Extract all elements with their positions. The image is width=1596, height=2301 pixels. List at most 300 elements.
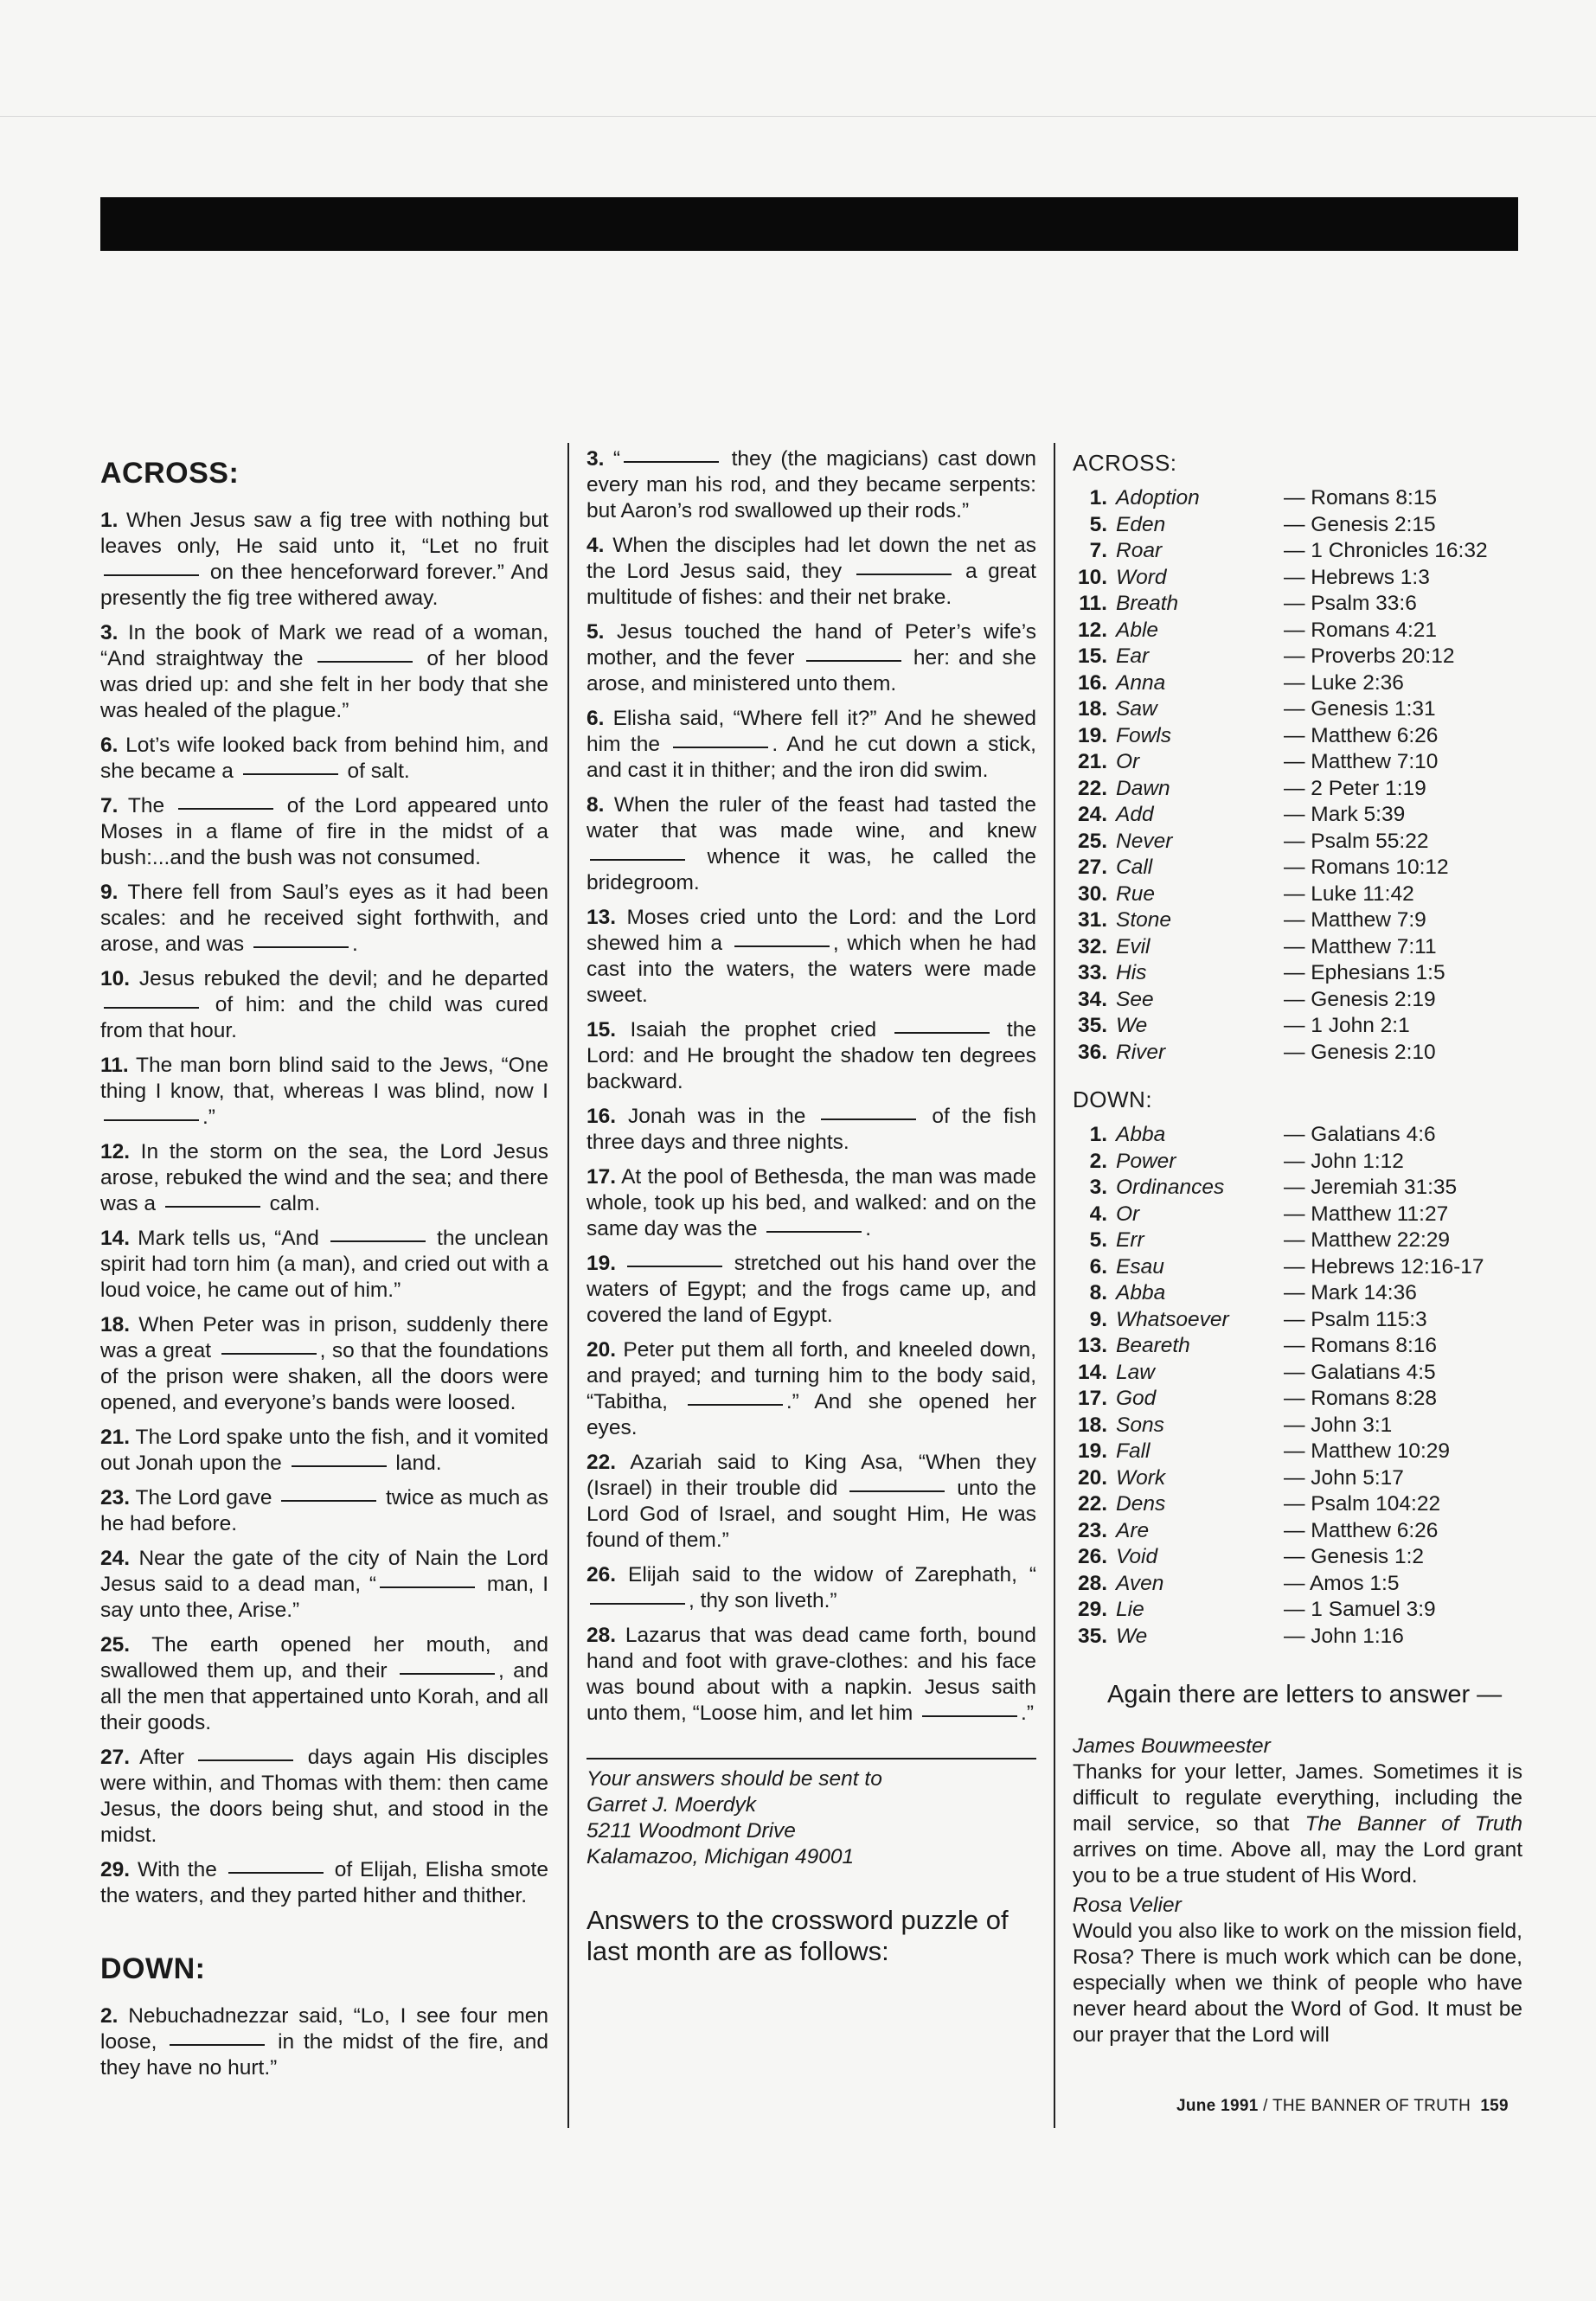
clue-number: 22.	[586, 1451, 617, 1474]
clue-text: land.	[389, 1452, 442, 1475]
answer-reference: — Matthew 22:29	[1284, 1228, 1451, 1252]
clue-item	[586, 706, 1036, 784]
answer-row	[1073, 1597, 1522, 1624]
answer-reference: — Genesis 1:31	[1284, 697, 1436, 721]
clue-text: The Lord spake unto the fish, and it vomited out Jonah upon the	[100, 1426, 548, 1475]
send-answers-intro: Your answers should be sent to	[586, 1767, 882, 1791]
clue-text: Isaiah the prophet cried	[630, 1018, 891, 1042]
answer-number: 21.	[1077, 750, 1107, 773]
answers-down-list	[1073, 1122, 1522, 1650]
clue-number: 23.	[100, 1486, 131, 1509]
answer-number: 29.	[1077, 1598, 1107, 1621]
answer-reference: — 1 Chronicles 16:32	[1284, 539, 1488, 562]
letter-recipient: Rosa Velier	[1073, 1894, 1182, 1917]
clue-item	[100, 793, 548, 871]
footer-separator: /	[1258, 2097, 1272, 2115]
answer-reference: — Psalm 55:22	[1284, 829, 1429, 853]
clue-item	[100, 966, 548, 1044]
answer-reference: — Jeremiah 31:35	[1284, 1176, 1458, 1199]
answer-row	[1073, 1202, 1522, 1228]
answer-reference: — John 5:17	[1284, 1465, 1404, 1490]
answer-number: 19.	[1077, 723, 1107, 747]
clue-text: Elijah said to the widow of Zarephath, “	[628, 1563, 1037, 1586]
answer-blank	[253, 946, 349, 948]
clue-text: Jonah was in the	[628, 1105, 818, 1128]
answer-row	[1073, 1386, 1522, 1413]
answer-row	[1073, 591, 1522, 618]
answer-blank	[894, 1032, 990, 1034]
clue-text: The Lord gave	[135, 1486, 279, 1509]
answer-word: Ordinances	[1116, 1176, 1225, 1199]
answer-blank	[766, 1231, 862, 1233]
answer-row	[1073, 670, 1522, 697]
clue-number: 25.	[100, 1633, 131, 1657]
answer-number: 6.	[1089, 1254, 1107, 1279]
footer-date: June 1991	[1176, 2097, 1259, 2115]
clue-text: of salt.	[341, 760, 410, 783]
clue-item	[100, 508, 548, 612]
answer-word: Stone	[1116, 908, 1172, 932]
answer-number: 18.	[1077, 1413, 1107, 1437]
clue-item	[586, 905, 1036, 1009]
answer-blank	[590, 859, 685, 861]
answer-word: Whatsoever	[1116, 1307, 1229, 1331]
answer-reference: — Mark 14:36	[1284, 1281, 1417, 1304]
clue-number: 27.	[100, 1746, 131, 1769]
clue-text: stretched out his hand over the waters of Egypt; and the frogs came up, and covered the land of Egypt.	[586, 1252, 1037, 1327]
answer-reference: — Mark 5:39	[1284, 803, 1406, 826]
clue-number: 21.	[100, 1426, 131, 1449]
clue-text: , which when he had cast into the waters, the waters were made sweet.	[586, 932, 1036, 1007]
letter-reply-text: The Banner of Truth	[1304, 1812, 1522, 1836]
answer-row	[1073, 1571, 1522, 1598]
answer-reference: — Psalm 33:6	[1284, 592, 1417, 615]
answer-reference: — Romans 8:15	[1284, 486, 1438, 510]
answer-reference: — John 1:12	[1284, 1149, 1404, 1173]
answer-row	[1073, 934, 1522, 961]
send-answers-street: 5211 Woodmont Drive	[586, 1819, 796, 1843]
letter-reply-text: Would you also like to work on the mission field, Rosa? There is much work which can be done, especially when we think of people who have never heard about the Word of God. It must be our prayer that the Lord will	[1073, 1920, 1522, 2047]
clue-text: Jesus rebuked the devil; and he departed	[138, 967, 549, 990]
answer-row	[1073, 565, 1522, 592]
clue-item	[586, 1017, 1036, 1095]
answers-across-heading: ACROSS:	[1073, 450, 1177, 476]
letters-list	[1073, 1734, 1522, 2048]
clue-item	[586, 1450, 1036, 1554]
answer-reference: — Hebrews 1:3	[1284, 565, 1430, 589]
answer-reference: — Genesis 2:19	[1284, 987, 1436, 1011]
answer-reference: — Galatians 4:6	[1284, 1123, 1436, 1146]
answer-reference: — John 1:16	[1284, 1624, 1404, 1648]
clue-text: .	[865, 1217, 872, 1240]
answer-number: 18.	[1077, 697, 1107, 721]
letter-reply-text: arrives on time. Above all, may the Lord grant you to be a true student of His Word.	[1073, 1838, 1522, 1888]
answer-word: Call	[1116, 856, 1153, 879]
answer-blank	[673, 747, 768, 748]
answer-number: 3.	[1089, 1176, 1107, 1199]
last-month-answers-intro: Answers to the crossword puzzle of last month are as follows:	[586, 1905, 1009, 1966]
answer-number: 25.	[1077, 829, 1107, 853]
answer-row	[1073, 987, 1522, 1014]
clue-item	[100, 1139, 548, 1217]
answer-reference: — Genesis 1:2	[1284, 1545, 1425, 1568]
answer-reference: — Psalm 104:22	[1284, 1492, 1441, 1516]
answer-reference: — Psalm 115:3	[1284, 1307, 1427, 1331]
clue-number: 2.	[100, 2004, 119, 2028]
answer-row	[1073, 802, 1522, 829]
answer-word: Sons	[1116, 1413, 1164, 1437]
send-answers-name: Garret J. Moerdyk	[586, 1793, 757, 1817]
clue-text: .	[351, 933, 358, 956]
answer-word: Work	[1116, 1465, 1166, 1490]
column-down-clues	[586, 446, 1036, 1967]
answer-word: Adoption	[1116, 486, 1200, 510]
answer-blank	[856, 574, 952, 575]
answer-number: 28.	[1077, 1571, 1107, 1595]
clue-item	[586, 1337, 1036, 1441]
answer-blank	[104, 1119, 199, 1121]
answer-row	[1073, 749, 1522, 776]
clue-text: in the midst of the fire, and they have no hurt.”	[100, 2030, 548, 2080]
answer-number: 36.	[1077, 1040, 1107, 1064]
answer-reference: — Matthew 6:26	[1284, 723, 1439, 747]
clue-text: the unclean spirit had torn him (a man), and cried out with a loud voice, he came out of him.”	[100, 1227, 548, 1302]
answer-word: We	[1116, 1014, 1148, 1037]
header-black-bar	[100, 197, 1518, 251]
clue-number: 5.	[586, 620, 605, 644]
clue-number: 19.	[586, 1252, 617, 1275]
clue-item	[100, 1425, 548, 1477]
answer-blank	[281, 1500, 376, 1502]
answer-blank	[178, 808, 273, 810]
answer-row	[1073, 1439, 1522, 1465]
column-divider-1	[567, 443, 569, 2128]
answer-word: Saw	[1116, 697, 1157, 721]
clue-number: 28.	[586, 1624, 617, 1647]
clue-text: of Elijah, Elisha smote the waters, and they parted hither and thither.	[100, 1858, 548, 1907]
answer-word: Power	[1116, 1149, 1176, 1173]
answer-row	[1073, 855, 1522, 881]
answer-blank	[104, 574, 199, 576]
answer-row	[1073, 644, 1522, 670]
clue-text: In the book of Mark we read of a woman, “And straightway the	[100, 621, 548, 670]
answer-row	[1073, 1280, 1522, 1307]
answer-word: River	[1116, 1040, 1166, 1064]
page-footer	[1176, 2097, 1509, 2116]
clue-text: Nebuchadnezzar said, “Lo, I see four men loose,	[100, 2004, 549, 2054]
page-top-edge	[0, 116, 1596, 117]
answer-number: 9.	[1089, 1307, 1107, 1331]
clue-text: they (the magicians) cast down every man his rod, and they became serpents: but Aaron’s rod swallowed up their rods.”	[586, 447, 1036, 522]
clue-item	[100, 1312, 548, 1416]
clue-item	[100, 2003, 548, 2081]
answer-blank	[198, 1759, 293, 1761]
clue-text: days again His disciples were within, and Thomas with them: then came Jesus, the doors being shut, and stood in the midst.	[100, 1746, 548, 1847]
answer-reference: — Matthew 7:9	[1284, 908, 1426, 932]
clue-item	[100, 1053, 548, 1131]
clue-item	[586, 446, 1036, 524]
answer-blank	[806, 660, 901, 662]
clue-item	[100, 1546, 548, 1624]
clue-text: of the fish three days and three nights.	[586, 1105, 1036, 1154]
answer-word: Evil	[1116, 934, 1151, 958]
clue-text: man, I say unto thee, Arise.”	[100, 1573, 548, 1622]
across-heading: ACROSS:	[100, 457, 240, 490]
clue-item	[586, 1562, 1036, 1614]
clue-number: 15.	[586, 1018, 617, 1042]
clue-text: In the storm on the sea, the Lord Jesus arose, rebuked the wind and the sea; and there was a	[100, 1140, 548, 1215]
clue-text: “	[612, 447, 621, 471]
answer-number: 12.	[1077, 618, 1107, 642]
clue-number: 6.	[100, 734, 119, 757]
answer-word: Eden	[1116, 512, 1166, 536]
answer-number: 20.	[1077, 1465, 1107, 1490]
clue-text: the Lord: and He brought the shadow ten degrees backward.	[586, 1018, 1036, 1093]
clue-text: The earth opened her mouth, and swallowed them up, and their	[100, 1633, 548, 1682]
answer-word: His	[1116, 961, 1147, 984]
answer-number: 5.	[1089, 1228, 1107, 1252]
answer-number: 4.	[1089, 1202, 1107, 1226]
answer-reference: — Matthew 7:11	[1284, 934, 1437, 958]
clue-text: .”	[1021, 1702, 1035, 1725]
clue-text: on thee henceforward forever.” And presently the fig tree withered away.	[100, 561, 548, 610]
answer-word: Add	[1116, 803, 1154, 826]
answer-reference: — Amos 1:5	[1284, 1571, 1400, 1595]
answer-word: Word	[1116, 565, 1167, 589]
clue-text: of the Lord appeared unto Moses in a flame of fire in the midst of a bush:...and the bush was not consumed.	[100, 794, 548, 869]
clue-text: a great multitude of fishes: and their net brake.	[586, 560, 1036, 609]
answer-blank	[165, 1206, 260, 1208]
answer-number: 26.	[1077, 1545, 1107, 1568]
clue-item	[586, 792, 1036, 896]
answer-word: Dawn	[1116, 776, 1170, 800]
clue-number: 7.	[100, 794, 119, 817]
clue-text: The man born blind said to the Jews, “One thing I know, that, whereas I was blind, now I	[100, 1054, 548, 1103]
answer-blank	[104, 1007, 199, 1009]
answer-blank	[400, 1673, 495, 1675]
clue-text: There fell from Saul’s eyes as it had been scales: and he received sight forthwith, and arose, and was	[100, 881, 548, 956]
answer-blank	[243, 773, 338, 775]
answer-row	[1073, 1413, 1522, 1439]
letters-heading: Again there are letters to answer —	[1107, 1681, 1503, 1708]
answer-word: Esau	[1116, 1254, 1164, 1279]
clue-number: 4.	[586, 534, 605, 557]
answer-reference: — Proverbs 20:12	[1284, 644, 1455, 668]
answer-blank	[688, 1404, 783, 1406]
answer-row	[1073, 1254, 1522, 1281]
clue-text: Near the gate of the city of Nain the Lord Jesus said to a dead man, “	[100, 1547, 549, 1596]
clue-item	[100, 1485, 548, 1537]
answer-blank	[821, 1118, 916, 1120]
answer-blank	[734, 945, 830, 947]
send-answers-city: Kalamazoo, Michigan 49001	[586, 1845, 855, 1868]
answer-number: 8.	[1089, 1281, 1107, 1304]
answer-number: 19.	[1077, 1439, 1107, 1463]
answer-number: 34.	[1077, 987, 1107, 1011]
answer-word: Fall	[1116, 1439, 1151, 1463]
column-answers-letters	[1073, 450, 1522, 2052]
clue-text: The	[127, 794, 175, 817]
answer-row	[1073, 1465, 1522, 1492]
footer-publication: THE BANNER OF TRUTH	[1272, 2097, 1471, 2115]
answer-number: 2.	[1089, 1149, 1107, 1173]
answer-number: 27.	[1077, 856, 1107, 879]
down-heading: DOWN:	[100, 1952, 206, 1985]
answer-row	[1073, 960, 1522, 987]
clue-text: .” And she opened her eyes.	[586, 1390, 1037, 1439]
answer-reference: — Romans 4:21	[1284, 618, 1438, 642]
clue-text: When the ruler of the feast had tasted the water that was made wine, and knew	[586, 793, 1036, 843]
down-clue-list-part2	[586, 446, 1036, 1727]
answer-row	[1073, 512, 1522, 539]
answer-row	[1073, 1360, 1522, 1387]
answer-word: See	[1116, 987, 1154, 1011]
answer-row	[1073, 1544, 1522, 1571]
clue-text: Azariah said to King Asa, “When they (Israel) in their trouble did	[586, 1451, 1036, 1500]
clue-number: 26.	[586, 1563, 617, 1586]
clue-text: With the	[137, 1858, 225, 1881]
answer-reference: — Romans 8:28	[1284, 1387, 1438, 1410]
clue-number: 8.	[586, 793, 605, 817]
clue-text: .”	[202, 1106, 215, 1129]
clue-text: , so that the foundations of the prison were shaken, all the doors were opened, and everyone’s bands were loosed.	[100, 1339, 548, 1414]
answer-word: Ear	[1116, 644, 1150, 668]
answer-row	[1073, 1013, 1522, 1040]
answer-number: 32.	[1077, 934, 1107, 958]
letter-reply	[1073, 1919, 1522, 2048]
column-across-clues	[100, 457, 548, 2090]
clue-text: Moses cried unto the Lord: and the Lord shewed him a	[586, 906, 1036, 955]
answer-row	[1073, 1333, 1522, 1360]
answer-blank	[317, 661, 413, 663]
clue-item	[586, 1104, 1036, 1156]
clue-item	[100, 880, 548, 958]
answer-row	[1073, 776, 1522, 803]
answer-blank	[627, 1266, 722, 1267]
answer-reference: — Luke 2:36	[1284, 670, 1404, 695]
clue-number: 29.	[100, 1858, 131, 1881]
answer-word: God	[1116, 1387, 1157, 1410]
clue-number: 13.	[586, 906, 617, 929]
footer-page-number: 159	[1480, 2097, 1509, 2115]
answer-blank	[590, 1603, 685, 1605]
answer-row	[1073, 829, 1522, 856]
clue-number: 17.	[586, 1165, 617, 1189]
answer-row	[1073, 1122, 1522, 1149]
clue-text: Lazarus that was dead came forth, bound hand and foot with grave-clothes: and his face was bound about with a napkin. Jesus saith unto them, “Loose him, and let him	[586, 1624, 1036, 1725]
answer-word: Never	[1116, 829, 1173, 853]
answer-number: 13.	[1077, 1334, 1107, 1357]
clue-number: 24.	[100, 1547, 131, 1570]
answer-word: Err	[1116, 1228, 1144, 1252]
answer-reference: — Romans 8:16	[1284, 1334, 1438, 1357]
send-answers-block	[586, 1758, 1036, 1870]
column-divider-2	[1054, 443, 1055, 2128]
answer-blank	[849, 1490, 945, 1492]
clue-text: Peter put them all forth, and kneeled down, and prayed; and turning him to the body said, “Tabitha,	[586, 1338, 1036, 1413]
clue-text: twice as much as he had before.	[100, 1486, 548, 1535]
answer-row	[1073, 696, 1522, 723]
answer-row	[1073, 1175, 1522, 1202]
clue-item	[100, 733, 548, 785]
clue-text: When Peter was in prison, suddenly there was a great	[100, 1313, 548, 1362]
answer-row	[1073, 485, 1522, 512]
letter-reply	[1073, 1759, 1522, 1889]
answer-number: 31.	[1077, 908, 1107, 932]
clue-item	[100, 1632, 548, 1736]
answer-reference: — 1 John 2:1	[1284, 1014, 1410, 1037]
answer-reference: — Ephesians 1:5	[1284, 961, 1445, 984]
across-clue-list	[100, 508, 548, 1909]
clue-text: her: and she arose, and ministered unto them.	[586, 646, 1036, 695]
clue-item	[586, 1251, 1036, 1329]
answer-word: Law	[1116, 1360, 1155, 1384]
answer-reference: — Matthew 6:26	[1284, 1518, 1439, 1542]
clue-number: 9.	[100, 881, 119, 904]
answer-word: Are	[1116, 1518, 1150, 1542]
clue-number: 12.	[100, 1140, 131, 1163]
clue-number: 1.	[100, 509, 119, 532]
answer-number: 10.	[1077, 565, 1107, 589]
answer-row	[1073, 1149, 1522, 1176]
clue-item	[100, 1226, 548, 1304]
clue-item	[100, 1745, 548, 1849]
clue-number: 3.	[100, 621, 119, 644]
answer-number: 7.	[1089, 539, 1107, 562]
answer-number: 14.	[1077, 1360, 1107, 1384]
clue-text: Mark tells us, “And	[138, 1227, 327, 1250]
clue-text: of her blood was dried up: and she felt in her body that she was healed of the plague.”	[100, 647, 548, 722]
answer-number: 23.	[1077, 1518, 1107, 1542]
answer-blank	[170, 2044, 265, 2046]
clue-text: , thy son liveth.”	[689, 1589, 837, 1612]
answer-row	[1073, 1491, 1522, 1518]
answer-blank	[380, 1586, 475, 1588]
answer-number: 1.	[1089, 1123, 1107, 1146]
clue-text: , and all the men that appertained unto Korah, and all their goods.	[100, 1659, 548, 1734]
answer-row	[1073, 1624, 1522, 1650]
answer-row	[1073, 1040, 1522, 1067]
answer-number: 5.	[1089, 512, 1107, 536]
answer-word: Able	[1116, 618, 1159, 642]
clue-text: Elisha said, “Where fell it?” And he shewed him the	[586, 707, 1036, 756]
clue-item	[586, 1164, 1036, 1242]
clue-item	[100, 1857, 548, 1909]
answer-number: 35.	[1077, 1624, 1107, 1648]
answer-number: 30.	[1077, 881, 1107, 906]
answer-row	[1073, 1307, 1522, 1334]
answer-reference: — Genesis 2:15	[1284, 512, 1436, 536]
clue-text: whence it was, he called the bridegroom.	[586, 845, 1036, 894]
answers-down-heading: DOWN:	[1073, 1086, 1153, 1112]
answer-word: Abba	[1116, 1281, 1166, 1304]
answer-row	[1073, 538, 1522, 565]
answer-word: Rue	[1116, 881, 1155, 906]
answer-number: 33.	[1077, 961, 1107, 984]
clue-number: 6.	[586, 707, 605, 730]
answer-word: Roar	[1116, 539, 1163, 562]
answer-blank	[228, 1872, 324, 1874]
answer-number: 11.	[1079, 592, 1107, 615]
answer-word: Void	[1116, 1545, 1158, 1568]
answer-blank	[330, 1240, 426, 1242]
down-clue-list-part1	[100, 2003, 548, 2081]
answer-word: Lie	[1116, 1598, 1144, 1621]
clue-number: 20.	[586, 1338, 617, 1362]
answer-reference: — Luke 11:42	[1284, 881, 1414, 906]
answer-word: Abba	[1116, 1123, 1166, 1146]
answer-word: Beareth	[1116, 1334, 1190, 1357]
